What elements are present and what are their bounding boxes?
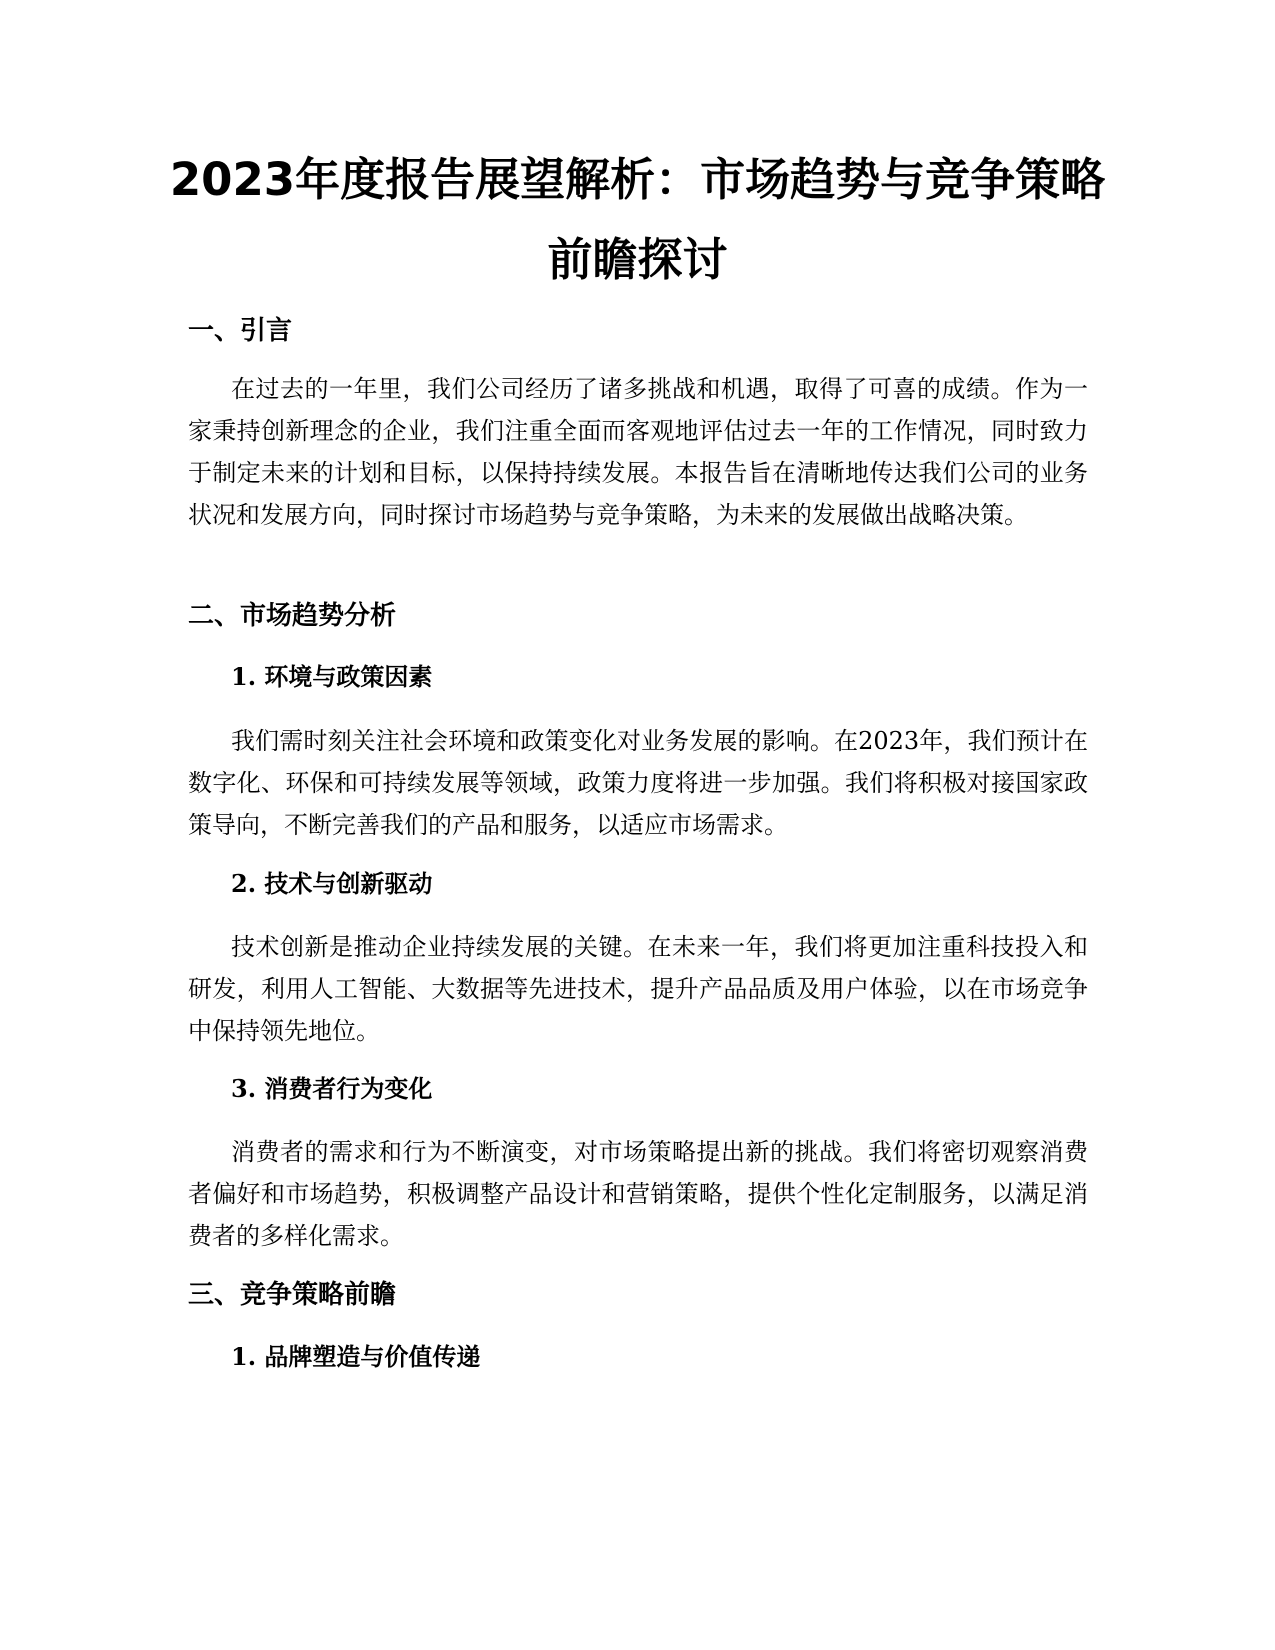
- section-heading-competitive-strategy: 三、竞争策略前瞻: [188, 1280, 397, 1310]
- document-title: 2023年度报告展望解析：市场趋势与竞争策略前瞻探讨: [169, 153, 1106, 286]
- section-heading-introduction: 一、引言: [188, 316, 293, 346]
- environment-policy-paragraph: 我们需时刻关注社会环境和政策变化对业务发展的影响。在2023年，我们预计在数字化、环保和可持续发展等领域，政策力度将进一步加强。我们将积极对接国家政策导向，不断完善我们的产品和服务，以适应市场需求。: [188, 727, 1088, 839]
- consumer-behavior-paragraph: 消费者的需求和行为不断演变，对市场策略提出新的挑战。我们将密切观察消费者偏好和市场趋势，积极调整产品设计和营销策略，提供个性化定制服务，以满足消费者的多样化需求。: [188, 1138, 1088, 1250]
- subsection-heading-consumer-behavior: 3. 消费者行为变化: [231, 1074, 433, 1103]
- subsection-heading-brand-building: 1. 品牌塑造与价值传递: [231, 1342, 481, 1371]
- technology-innovation-paragraph: 技术创新是推动企业持续发展的关键。在未来一年，我们将更加注重科技投入和研发，利用人工智能、大数据等先进技术，提升产品品质及用户体验，以在市场竞争中保持领先地位。: [188, 933, 1088, 1045]
- subsection-heading-environment-policy: 1. 环境与政策因素: [231, 662, 433, 691]
- section-heading-market-trends: 二、市场趋势分析: [188, 601, 397, 631]
- subsection-heading-technology-innovation: 2. 技术与创新驱动: [231, 869, 433, 898]
- introduction-paragraph: 在过去的一年里，我们公司经历了诸多挑战和机遇，取得了可喜的成绩。作为一家秉持创新理念的企业，我们注重全面而客观地评估过去一年的工作情况，同时致力于制定未来的计划和目标，以保持持续发展。本报告旨在清晰地传达我们公司的业务状况和发展方向，同时探讨市场趋势与竞争策略，为未来的发展做出战略决策。: [188, 375, 1088, 529]
